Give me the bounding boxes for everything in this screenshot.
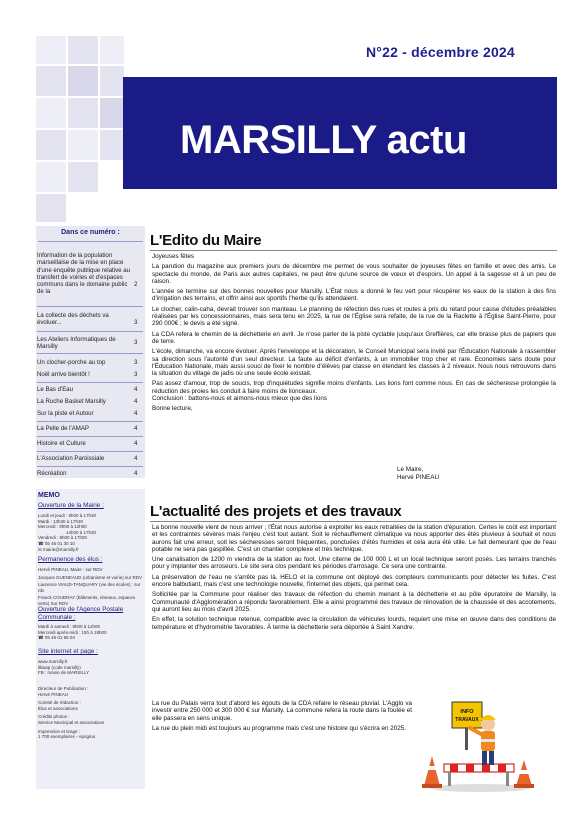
toc-page: 3 [134,359,138,366]
toc-page: 4 [134,410,138,417]
toc-page: 4 [134,425,138,432]
toc-item[interactable]: La Pelle de l'AMAP [37,425,89,432]
header-decoration [36,36,136,226]
elus-list: Hervé PINEAU, Maire : sur RDV Jacques GUENEAUD (urbanisme et voirie) sur RDV Laurence VIAUD-TANQUARY (vie des écoles) : sur rdv Franck COUDRAY (bâtiments, réseaux, espaces verts) Sur RDV [38,567,143,606]
phone-icon: ☎ [38,540,45,546]
toc-page: 4 [134,398,138,405]
toc-separator [37,353,143,354]
toc-page: 4 [134,455,138,462]
toc-page: 4 [134,470,138,477]
toc-item[interactable]: La Ruche Basket Marsilly [37,398,106,405]
sign-text: INFO [460,709,474,715]
edito-rule [150,250,557,251]
agence-hours: Mardi à samedi : 9h00 à 12h00 Mercredi après-midi : 15h à 18h00 ☎ 05 46 01 95 04 [38,624,107,641]
toc-separator [37,466,143,467]
toc-heading: Dans ce numéro : [61,229,120,236]
toc-heading-rule [38,241,143,242]
memo-title: MEMO [38,492,60,499]
agence-heading: Ouverture de l'Agence Postale Communale : [38,606,124,621]
credits: Directeur de Publication : Hervé PINEAU Comité de rédaction : Élus et associations Crédits photos : Service Municipal et associations Impression et tirage : 1 700 exemplaires - Aprigina [38,686,105,740]
newsletter-title: MARSILLY actu [180,118,467,162]
toc-item[interactable]: Histoire et Culture [37,440,86,447]
mairie-heading: Ouverture de la Mairie : [38,502,104,509]
issue-number: N°22 - décembre 2024 [366,44,515,60]
mairie-hours: Lundi et jeudi : 9h00 à 17h30 Mardi : 13h30 à 17h30 Mercredi : 9h00 à 12h00 14h00 à 17h30 Vendredi : 9h00 à 17h00 ☎ 05 46 01 30 10 ✉ mairie@marsilly.fr [38,513,97,552]
toc-item[interactable]: Sur la piste et Autour [37,410,94,417]
toc-separator [37,331,143,332]
sites-heading: Site internet et page : [38,648,98,655]
svg-text:TRAVAUX: TRAVAUX [455,717,479,723]
toc-separator [37,421,143,422]
toc-item[interactable]: La collecte des déchets va évoluer... [37,312,109,327]
construction-illustration [418,694,540,794]
edito-heading: L'Edito du Maire [150,232,262,249]
projets-heading: L'actualité des projets et des travaux [150,503,402,520]
elus-heading: Permanence des élus : [38,556,103,563]
construction-worker-icon [418,694,540,794]
toc-separator [37,382,143,383]
signature-name: Hervé PINEAU [397,474,439,481]
toc-item[interactable]: Les Ateliers Informatiques de Marsilly [37,336,116,351]
toc-item[interactable]: Noël arrive bientôt ! [37,371,90,378]
toc-item[interactable]: Le Bas d'Eau [37,386,74,393]
toc-page: 2 [134,281,138,288]
toc-separator [37,436,143,437]
edito-text: Joyeuses fêtes La parution du magazine aux premiers jours de décembre me permet de vous souhaiter de joyeuses fêtes en famille et avec des amis. Le spectacle du monde, de Paris aux autres capitales, ne peut être qu'une source de vœux et d'espoirs. Un appel à la sagesse et à un peu de raison. L'année se termine sur des bonnes nouvelles pour Marsilly. L'État nous a donné le feu vert pour récupérer les eaux de la station à des fins d'irrigation des terrains, et offrir ainsi aux sportifs l'herbe qu'ils attendaient. Le clocher, calin-caha, devrait trouver son manteau. Le planning de réfection des rues et routes a pris du retard pour cause d'études préalables réalisées par les concessionnaires, mais sera tenu en 2025, la rue de l'Église sera refaite, de la rue de la Raclette à l'Église Saint-Pierre, pour 290 000€ ; le devis a été signé. La CDA refera le chemin de la déchetterie en avril. Je n'ose parler de la piste cyclable jusqu'aux Greffières, car elle brasse plus de papiers que de terre. L'école, dimanche, va encore évoluer. Après l'enveloppe et la décoration, le Conseil Municipal sera invité par l'Éducation Nationale à rassembler sa direction sous l'autorité d'un seul directeur. La faute au déficit d'enfants, à un immobilier trop cher et rare. Economies sans doute pour l'Éducation Nationale, mais aussi souci de fixer le nombre d'élèves par classe en étendant les classes à 2 niveaux. Nous nous retrouvons dans la situation du village de jadis où une seule école existait. Pas assez d'amour, trop de soucis, trop d'inquiétudes signifie moins d'enfants. Les lions font comme nous. En cas de sécheresse prolongée la réduction des proies les conduit à faire moins de lionceaux. Conclusion : battons-nous et aimons-nous mieux que des lions Bonne lecture, [152,253,556,413]
toc-page: 3 [134,371,138,378]
sites-list[interactable]: www.marsilly.fr illiwap (code marsilly) FB : mairie de MARSILLY [38,659,90,676]
signature-role: Le Maire, [397,466,424,473]
toc-item[interactable]: Récréation [37,470,67,477]
toc-separator [37,451,143,452]
toc-page: 4 [134,440,138,447]
projets-text: La bonne nouvelle vient de nous arriver ; l'État nous autorise à exploiter les eaux retraitées de la station d'épuration. Certes le coût est important et les contraintes sévères mais l'enjeu c'est tout autant. Soit le réchauffement climatique va nous apporter des étés pluvieux à souhait et nous aurons fait une erreur, soit les sécheresses seront fréquentes, ponctuées d'étés humides et cela aura été utile. Le fait demeurant que de l'eau potable ne sera pas gaspillée. C'est un chantier complexe et très technique. Une canalisation de 1200 m viendra de la station au foot. Une citerne de 100 000 L et un local technique seront posés. Les terrains tranchés pour y implanter des arroseurs. Le site sera clos pendant les périodes d'arrosage. Ce sera une contrainte. La préservation de l'eau ne s'arrête pas là. HELO et la commune ont déployé des compteurs communicants pour détecter les fuites. C'est encore balbutiant, mais c'est une technologie nouvelle, l'internet des objets, qui permet cela. Sollicitée par la Commune pour réaliser des travaux de réfection du chemin menant à la déchetterie et au pôle épuratoire de Marsilly, la Communauté d'Agglomération a répondu favorablement. Elle a ainsi programmé des travaux de rénovation de la chaussée et des accotements, qui auront lieu au mois d'avril 2025. En effet, la solution technique retenue, compatible avec la circulation de véhicules lourds, requiert une mise en œuvre dans des conditions de température et d'hydrométrie favorables. À terme la déchetterie sera déportée à Saint Xandre. [152,524,556,631]
projets-rule [150,521,557,522]
toc-item[interactable]: L'Association Paroissiale [37,455,105,462]
projets-text-2: La rue du Palais verra tout d'abord les égouts de la CDA refaire le réseau pluvial. L'Agglo va investir entre 250 000 et 300 000 € sur Marsilly. La commune refera la route dans la foulée et elle passera en sens unique. La rue du plein midi est toujours au programme mais c'est une histoire qui s'écrira en 2025. [152,700,412,732]
toc-item[interactable]: Information de la population marseillaise de la mise en place d'une enquête publique relative au transfert de voiries et d'espaces communs dans le domaine public de la [37,252,130,296]
toc-page: 4 [134,386,138,393]
mail-icon: ✉ [38,546,44,552]
phone-icon: ☎ [38,635,45,641]
toc-page: 3 [134,339,138,346]
toc-item[interactable]: Un clocher-porche au top [37,359,106,366]
toc-separator [37,306,143,307]
toc-page: 3 [134,319,138,326]
